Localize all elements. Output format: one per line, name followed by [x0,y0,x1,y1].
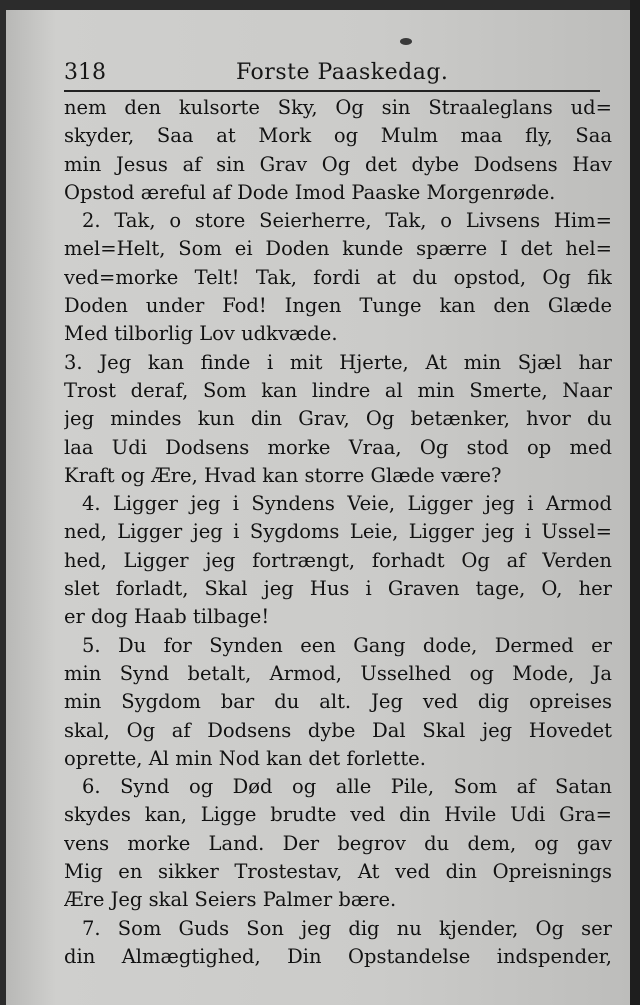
text-line: ved=morke Telt! Tak, fordi at du opstod, Og fik [64,265,612,289]
text-line: Doden under Fod! Ingen Tunge kan den Glæde [64,294,612,318]
ink-smudge [400,38,412,45]
text-line: skyder, Saa at Mork og Mulm maa fly, Saa [64,124,612,148]
book-page [6,10,630,1005]
running-title: Forste Paaskedag. [236,60,449,85]
text-line: Med tilborlig Lov udkvæde. [64,322,338,346]
text-line: Kraft og Ære, Hvad kan storre Glæde være? [64,463,502,487]
text-line: Mig en sikker Trostestav, At ved din Opreisnings [64,860,612,884]
text-line: min Synd betalt, Armod, Usselhed og Mode, Ja [64,661,612,685]
text-line: laa Udi Dodsens morke Vraa, Og stod op med [64,435,612,459]
scan-edge [630,0,640,1005]
text-line: 7. Som Guds Son jeg dig nu kjender, Og ser [82,916,612,940]
text-line: 4. Ligger jeg i Syndens Veie, Ligger jeg i Armod [82,492,612,516]
hymn-text [64,94,612,971]
text-line: skal, Og af Dodsens dybe Dal Skal jeg Hovedet [64,718,612,742]
page-number: 318 [64,60,106,85]
text-line: slet forladt, Skal jeg Hus i Graven tage, O, her [64,577,612,601]
text-line: 6. Synd og Død og alle Pile, Som af Satan [82,775,612,799]
text-line: 2. Tak, o store Seierherre, Tak, o Livsens Him= [82,209,612,233]
text-line: skydes kan, Ligge brudte ved din Hvile Udi Gra= [64,803,612,827]
text-line: din Almægtighed, Din Opstandelse indspender, [64,944,612,968]
text-line: jeg mindes kun din Grav, Og betænker, hvor du [64,407,612,431]
text-line: oprette, Al min Nod kan det forlette. [64,746,426,770]
text-line: er dog Haab tilbage! [64,605,270,629]
text-line: mel=Helt, Som ei Doden kunde spærre I det hel= [64,237,612,261]
text-line: min Jesus af sin Grav Og det dybe Dodsens Hav [64,152,612,176]
text-line: 5. Du for Synden een Gang dode, Dermed er [82,633,612,657]
text-line: min Sygdom bar du alt. Jeg ved dig opreises [64,690,612,714]
text-line: Opstod æreful af Dode Imod Paaske Morgenrøde. [64,180,556,204]
text-line: nem den kulsorte Sky, Og sin Straaleglans ud= [64,96,612,119]
text-line: ned, Ligger jeg i Sygdoms Leie, Ligger jeg i Ussel= [64,520,612,544]
text-line: Trost deraf, Som kan lindre al min Smerte, Naar [64,378,612,402]
text-line: vens morke Land. Der begrov du dem, og gav [64,831,612,855]
text-line: Ære Jeg skal Seiers Palmer bære. [64,888,397,912]
page-header [64,60,600,92]
text-line: 3. Jeg kan finde i mit Hjerte, At min Sjæl har [64,350,612,374]
text-line: hed, Ligger jeg fortrængt, forhadt Og af Verden [64,548,612,572]
